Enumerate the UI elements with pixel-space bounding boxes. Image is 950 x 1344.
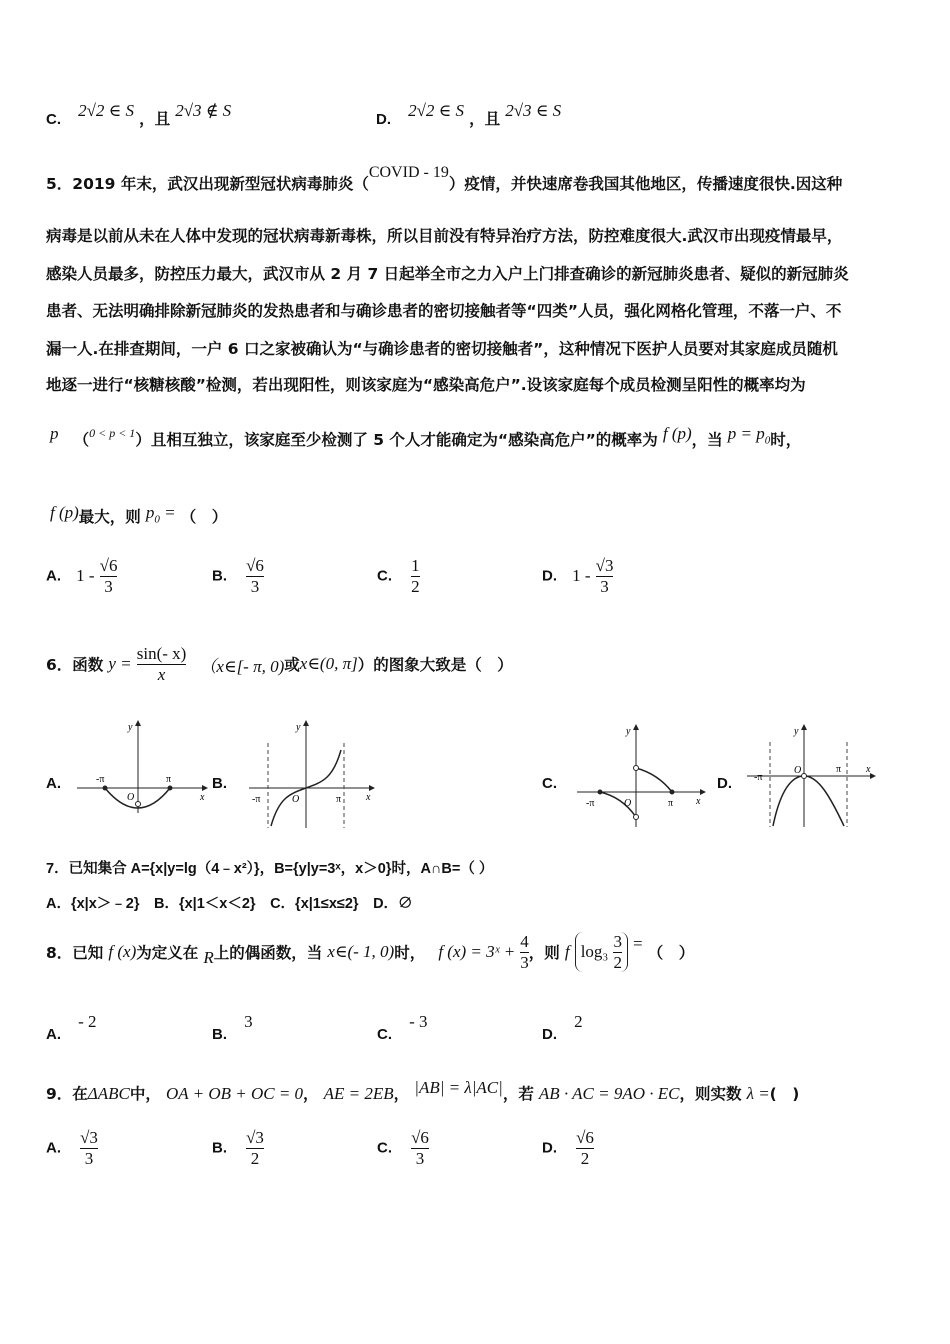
graph-label-c: C. xyxy=(542,775,557,792)
pi-label: π xyxy=(166,774,172,785)
origin-label: O xyxy=(127,792,135,803)
domain: x∈(- 1, 0) xyxy=(327,942,395,962)
origin-label: O xyxy=(794,765,802,776)
text: ，则实数 xyxy=(679,1085,742,1103)
math-expr: 2√3 ∉ S xyxy=(175,101,232,120)
p-range: 0 < p < 1 xyxy=(89,426,136,440)
f-of-x: f (x) xyxy=(108,942,137,962)
option-label: D. xyxy=(376,111,391,128)
covid-term: COVID - 19 xyxy=(368,164,449,181)
condition: AE = 2EB xyxy=(323,1084,394,1103)
set-R: R xyxy=(203,948,214,968)
condition: OA + OB + OC = 0 xyxy=(166,1084,304,1103)
option-label: B. xyxy=(212,1139,227,1157)
triangle: ΔABC xyxy=(87,1084,130,1103)
y-axis-label: y xyxy=(626,726,631,737)
graph-label-b: B. xyxy=(212,775,227,792)
neg-pi-label: -π xyxy=(754,772,763,783)
pi-label: π xyxy=(336,794,342,805)
q9-stem xyxy=(46,1078,800,1104)
graph-c xyxy=(572,722,712,832)
q5-line2: 病毒是以前从未在人体中发现的冠状病毒新毒株，所以目前没有特异治疗方法，防控难度很大.武汉市出现疫情最早， xyxy=(46,227,843,245)
q8-option-c xyxy=(377,1012,428,1043)
p0: $p_0$ = xyxy=(145,503,176,526)
text: 8．已知 xyxy=(46,944,104,963)
q5-line5: 漏一人.在排查期间，一户 6 口之家被确认为“与确诊患者的密切接触者”，这种情况下医护人员要对其家庭成员随机 xyxy=(46,340,838,358)
var-p: p xyxy=(50,424,59,443)
fraction: $\frac{√3}{3}$ xyxy=(595,556,614,596)
fraction: $\frac{√3}{3}$ xyxy=(80,1128,98,1168)
q5-option-c xyxy=(377,556,420,596)
graph-d xyxy=(742,722,882,832)
neg-pi-label: -π xyxy=(96,774,105,785)
text: ，若 xyxy=(502,1085,534,1103)
answer-paren: （ ） xyxy=(647,944,695,963)
graph-label-d: D. xyxy=(717,775,732,792)
origin-label: O xyxy=(624,798,632,809)
option-label: D. xyxy=(542,1026,557,1043)
text: 9．在 xyxy=(46,1085,88,1103)
answer-paren: ( ) xyxy=(769,1085,800,1103)
sep: ， xyxy=(393,1085,410,1103)
x-axis-label: x xyxy=(200,792,205,803)
text: 中， xyxy=(129,1085,161,1103)
f-of-p: f (p) xyxy=(662,424,692,443)
fraction: $\frac{√6}{3}$ xyxy=(246,556,264,596)
x-axis-label: x xyxy=(696,796,701,807)
q5-line6: 地逐一进行“核糖核酸”检测，若出现阳性，则该家庭为“感染高危户”.设该家庭每个成员检测呈阳性的概率均为 xyxy=(46,376,806,394)
option-value: 3 xyxy=(244,1012,253,1031)
text: ）且相互独立，该家庭至少检测了 5 个人才能确定为“感染高危户”的概率为 xyxy=(135,431,658,449)
neg-pi-label: -π xyxy=(586,798,595,809)
paren-group: log₃ $\frac{3}{2}$ xyxy=(575,932,628,972)
condition: AB · AC = 9AO · EC xyxy=(538,1084,680,1103)
text: ）的图象大致是（ ） xyxy=(357,656,513,675)
p-equals-p0: $p = p_0$ xyxy=(727,424,771,447)
y-equals: y = xyxy=(108,654,132,674)
q4-option-d xyxy=(376,101,562,129)
domain: （x∈[- π, 0) xyxy=(199,656,285,676)
option-value: 2 xyxy=(574,1012,583,1031)
option-value: - 2 xyxy=(78,1012,97,1031)
text: 或 xyxy=(284,656,300,675)
text: 5．2019 年末，武汉出现新型冠状病毒肺炎（ xyxy=(46,175,369,193)
equals: = xyxy=(633,934,643,954)
q5-option-d xyxy=(542,556,613,596)
x-axis-label: x xyxy=(366,792,371,803)
option-label: D. xyxy=(542,1139,557,1157)
conjunction: ，且 xyxy=(469,110,501,128)
fraction: $\frac{√3}{2}$ xyxy=(246,1128,264,1168)
q5-line7: p （$^{0 < p < 1}$）且相互独立，该家庭至少检测了 5 个人才能确定为“感染高危户”的概率为 f (p)，当 $p = p_0$时， xyxy=(50,424,802,449)
text: 时， xyxy=(770,431,802,449)
condition: |AB| = λ|AC| xyxy=(414,1078,503,1097)
q9-option-c xyxy=(377,1128,429,1168)
fraction: $\frac{√6}{3}$ xyxy=(99,556,118,596)
graph-label-a: A. xyxy=(46,775,61,792)
f-of-p: f (p) xyxy=(50,503,79,522)
graph-b xyxy=(244,718,379,833)
fraction: $\frac{\sin(- x)}{x}$ xyxy=(136,644,187,684)
f: f xyxy=(564,942,570,962)
answer-paren: （ ） xyxy=(180,508,228,526)
q7-stem: 7．已知集合 A={x|y=lg（4﹣x²）}，B={y|y=3ˣ，x＞0}时，A∩B=（ ） xyxy=(46,861,494,877)
q9-option-a xyxy=(46,1128,98,1168)
q5-line1 xyxy=(46,164,843,194)
text: 为定义在 xyxy=(136,944,199,963)
q8-option-a xyxy=(46,1012,97,1043)
q5-line3: 感染人员最多，防控压力最大，武汉市从 2 月 7 日起举全市之力入户上门排查确诊的新冠肺炎患者、疑似的新冠肺炎 xyxy=(46,265,849,283)
option-label: C. xyxy=(46,111,61,128)
neg-pi-label: -π xyxy=(252,794,261,805)
q4-option-c xyxy=(46,101,232,129)
pi-label: π xyxy=(668,798,674,809)
pi-label: π xyxy=(836,764,842,775)
y-axis-label: y xyxy=(296,722,301,733)
math-expr: 2√2 ∈ S xyxy=(78,101,135,120)
fraction: $\frac{√6}{3}$ xyxy=(411,1128,429,1168)
q7-options: A．{x|x＞﹣2} B．{x|1＜x＜2} C．{x|1≤x≤2} D．∅ xyxy=(46,896,413,912)
sep: ， xyxy=(303,1085,319,1103)
graph-a xyxy=(72,718,212,818)
option-label: D. xyxy=(542,567,557,585)
q9-option-d xyxy=(542,1128,594,1168)
text: ）疫情，并快速席卷我国其他地区，传播速度很快.因这种 xyxy=(448,175,843,193)
option-label: C. xyxy=(377,1139,392,1157)
q8-option-b xyxy=(212,1012,253,1043)
option-label: A. xyxy=(46,567,61,585)
option-label: B. xyxy=(212,1026,227,1043)
option-value: - 3 xyxy=(409,1012,428,1031)
lambda: λ = xyxy=(746,1084,770,1103)
q8-option-d xyxy=(542,1012,583,1043)
text: 上的偶函数，当 xyxy=(213,944,323,963)
option-label: C. xyxy=(377,1026,392,1043)
q5-option-a xyxy=(46,556,117,596)
math-expr: 2√3 ∈ S xyxy=(505,101,562,120)
fraction: $\frac{1}{2}$ xyxy=(411,556,420,596)
prefix: 1 - xyxy=(76,566,95,586)
q5-line4: 患者、无法明确排除新冠肺炎的发热患者和与确诊患者的密切接触者等“四类”人员，强化网格化管理，不落一户、不 xyxy=(46,302,842,320)
q6-stem xyxy=(46,644,513,684)
y-axis-label: y xyxy=(794,726,799,737)
q5-option-b xyxy=(212,556,264,596)
conjunction: ，且 xyxy=(139,110,171,128)
fraction: $\frac{√6}{2}$ xyxy=(576,1128,594,1168)
q9-option-b xyxy=(212,1128,264,1168)
q5-line8 xyxy=(50,505,227,529)
origin-label: O xyxy=(292,794,300,805)
text: ，则 xyxy=(528,944,560,963)
y-axis-label: y xyxy=(128,722,133,733)
option-label: A. xyxy=(46,1139,61,1157)
text: 6．函数 xyxy=(46,656,104,675)
option-label: A. xyxy=(46,1026,61,1043)
definition: f (x) = 3ˣ + xyxy=(438,942,516,962)
prefix: 1 - xyxy=(572,566,591,586)
domain: x∈(0, π] xyxy=(299,654,358,674)
fraction: $\frac{4}{3}$ xyxy=(520,932,529,972)
option-label: B. xyxy=(212,567,227,585)
q8-stem xyxy=(46,932,694,972)
x-axis-label: x xyxy=(866,764,871,775)
text: 最大，则 xyxy=(78,508,141,526)
math-expr: 2√2 ∈ S xyxy=(408,101,465,120)
option-label: C. xyxy=(377,567,392,585)
text: ，当 xyxy=(691,431,723,449)
text: 时， xyxy=(394,944,426,963)
